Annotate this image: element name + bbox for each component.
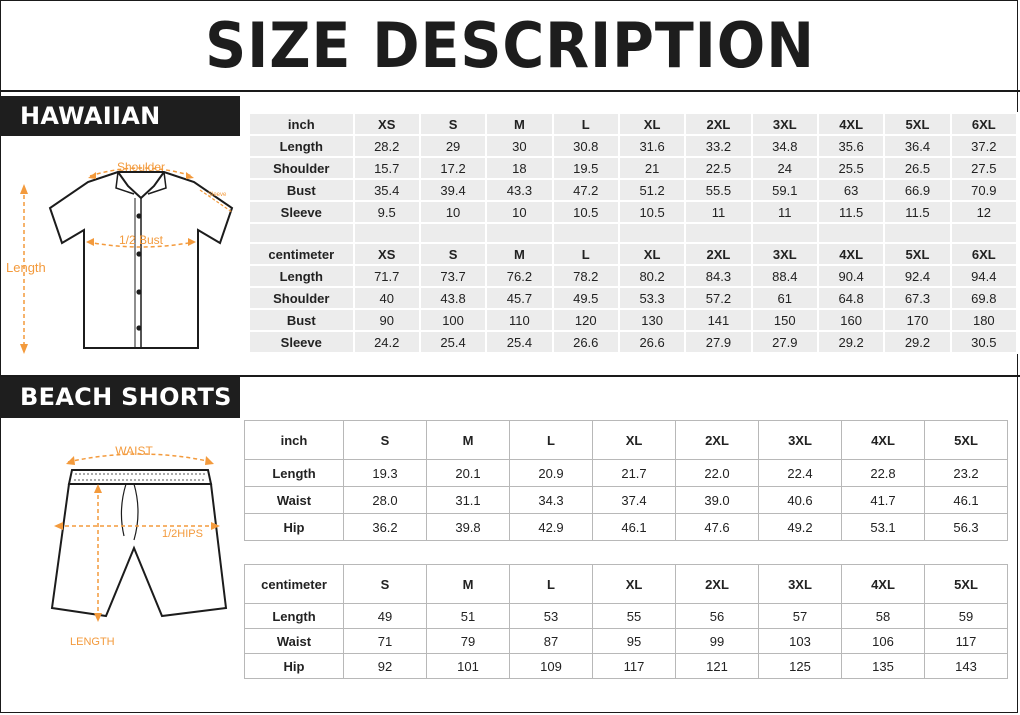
table-cell: 31.1 bbox=[427, 487, 510, 514]
table-cell: 47.2 bbox=[554, 180, 618, 200]
spacer-cell bbox=[620, 224, 684, 242]
table-cell: 21 bbox=[620, 158, 684, 178]
table-cell: 117 bbox=[925, 629, 1008, 654]
table-cell: 53 bbox=[510, 604, 593, 629]
table-header-cell: XL bbox=[593, 421, 676, 460]
table-cell: 170 bbox=[885, 310, 949, 330]
table-header-row bbox=[245, 565, 1008, 604]
table-cell: 80.2 bbox=[620, 266, 684, 286]
table-cell: 12 bbox=[952, 202, 1016, 222]
shorts-length-label: LENGTH bbox=[70, 636, 115, 648]
table-cell: 39.4 bbox=[421, 180, 485, 200]
table-row bbox=[245, 604, 1008, 629]
table-cell: 35.6 bbox=[819, 136, 883, 156]
table-header-cell: 3XL bbox=[759, 421, 842, 460]
table-header-row bbox=[245, 421, 1008, 460]
table-cell: 117 bbox=[593, 654, 676, 679]
table-row bbox=[245, 460, 1008, 487]
table-cell: 78.2 bbox=[554, 266, 618, 286]
table-cell: 56 bbox=[676, 604, 759, 629]
table-cell: 34.8 bbox=[753, 136, 817, 156]
spacer-cell bbox=[554, 224, 618, 242]
table-header-cell: L bbox=[510, 421, 593, 460]
table-cell: 28.0 bbox=[344, 487, 427, 514]
table-cell: 55.5 bbox=[686, 180, 750, 200]
table-header-cell: centimeter bbox=[245, 565, 344, 604]
table-cell: 57 bbox=[759, 604, 842, 629]
table-cell: 66.9 bbox=[885, 180, 949, 200]
table-cell: 30 bbox=[487, 136, 551, 156]
table-header-cell: 4XL bbox=[819, 114, 883, 134]
table-header-cell: M bbox=[487, 114, 551, 134]
table-row bbox=[245, 487, 1008, 514]
table-header-cell: S bbox=[421, 114, 485, 134]
table-spacer-row bbox=[250, 224, 1016, 242]
table-cell: 22.5 bbox=[686, 158, 750, 178]
table-header-cell: XL bbox=[593, 565, 676, 604]
row-label-cell: Sleeve bbox=[250, 332, 353, 352]
table-cell: 10.5 bbox=[554, 202, 618, 222]
table-header-cell: 4XL bbox=[842, 421, 925, 460]
table-header-cell: M bbox=[427, 421, 510, 460]
table-header-cell: 5XL bbox=[925, 421, 1008, 460]
table-row bbox=[250, 136, 1016, 156]
table-cell: 125 bbox=[759, 654, 842, 679]
table-cell: 63 bbox=[819, 180, 883, 200]
table-cell: 49.5 bbox=[554, 288, 618, 308]
table-row bbox=[250, 158, 1016, 178]
table-cell: 39.8 bbox=[427, 514, 510, 541]
table-cell: 90 bbox=[355, 310, 419, 330]
table-cell: 43.8 bbox=[421, 288, 485, 308]
table-header-cell: 5XL bbox=[925, 565, 1008, 604]
table-cell: 84.3 bbox=[686, 266, 750, 286]
table-header-cell: M bbox=[427, 565, 510, 604]
shorts-hips-label: 1/2HIPS bbox=[162, 528, 203, 540]
table-header-row bbox=[250, 244, 1016, 264]
table-cell: 46.1 bbox=[925, 487, 1008, 514]
shirt-illustration bbox=[0, 150, 245, 365]
shorts-waist-label: WAIST bbox=[115, 444, 153, 458]
table-header-cell: XS bbox=[355, 114, 419, 134]
table-cell: 67.3 bbox=[885, 288, 949, 308]
table-header-cell: 6XL bbox=[952, 244, 1016, 264]
table-cell: 70.9 bbox=[952, 180, 1016, 200]
row-label-cell: Hip bbox=[245, 654, 344, 679]
row-label-cell: Waist bbox=[245, 629, 344, 654]
table-cell: 34.3 bbox=[510, 487, 593, 514]
table-cell: 79 bbox=[427, 629, 510, 654]
table-cell: 25.5 bbox=[819, 158, 883, 178]
table-cell: 110 bbox=[487, 310, 551, 330]
table-row bbox=[245, 654, 1008, 679]
table-cell: 150 bbox=[753, 310, 817, 330]
table-header-cell: L bbox=[510, 565, 593, 604]
table-cell: 71.7 bbox=[355, 266, 419, 286]
table-cell: 71 bbox=[344, 629, 427, 654]
table-cell: 130 bbox=[620, 310, 684, 330]
table-cell: 9.5 bbox=[355, 202, 419, 222]
table-cell: 20.1 bbox=[427, 460, 510, 487]
table-header-cell: S bbox=[344, 565, 427, 604]
table-cell: 51 bbox=[427, 604, 510, 629]
table-header-row bbox=[250, 114, 1016, 134]
table-cell: 30.5 bbox=[952, 332, 1016, 352]
table-cell: 57.2 bbox=[686, 288, 750, 308]
table-header-cell: 2XL bbox=[676, 421, 759, 460]
table-cell: 33.2 bbox=[686, 136, 750, 156]
table-cell: 11.5 bbox=[885, 202, 949, 222]
spacer-cell bbox=[686, 224, 750, 242]
table-cell: 53.1 bbox=[842, 514, 925, 541]
table-cell: 103 bbox=[759, 629, 842, 654]
table-cell: 61 bbox=[753, 288, 817, 308]
table-cell: 51.2 bbox=[620, 180, 684, 200]
row-label-cell: Length bbox=[250, 136, 353, 156]
page-title: SIZE DESCRIPTION bbox=[205, 9, 815, 82]
spacer-cell bbox=[487, 224, 551, 242]
table-cell: 46.1 bbox=[593, 514, 676, 541]
table-cell: 99 bbox=[676, 629, 759, 654]
table-cell: 141 bbox=[686, 310, 750, 330]
table-cell: 101 bbox=[427, 654, 510, 679]
table-cell: 69.8 bbox=[952, 288, 1016, 308]
table-cell: 87 bbox=[510, 629, 593, 654]
table-cell: 90.4 bbox=[819, 266, 883, 286]
table-header-cell: M bbox=[487, 244, 551, 264]
table-cell: 49.2 bbox=[759, 514, 842, 541]
table-row bbox=[245, 629, 1008, 654]
table-cell: 35.4 bbox=[355, 180, 419, 200]
spacer-cell bbox=[421, 224, 485, 242]
table-cell: 88.4 bbox=[753, 266, 817, 286]
table-header-cell: centimeter bbox=[250, 244, 353, 264]
row-label-cell: Length bbox=[245, 460, 344, 487]
table-cell: 10 bbox=[421, 202, 485, 222]
table-header-cell: 6XL bbox=[952, 114, 1016, 134]
table-cell: 26.5 bbox=[885, 158, 949, 178]
table-cell: 22.4 bbox=[759, 460, 842, 487]
table-header-cell: 2XL bbox=[686, 114, 750, 134]
table-row bbox=[250, 310, 1016, 330]
table-cell: 92.4 bbox=[885, 266, 949, 286]
spacer-cell bbox=[250, 224, 353, 242]
table-cell: 29.2 bbox=[819, 332, 883, 352]
table-cell: 22.0 bbox=[676, 460, 759, 487]
table-cell: 10 bbox=[487, 202, 551, 222]
table-header-cell: 4XL bbox=[819, 244, 883, 264]
spacer-cell bbox=[355, 224, 419, 242]
shirt-section-label: HAWAIIAN SHIRT bbox=[0, 96, 240, 136]
table-cell: 95 bbox=[593, 629, 676, 654]
table-header-cell: 3XL bbox=[753, 244, 817, 264]
spacer-cell bbox=[952, 224, 1016, 242]
shirt-length-label: Length bbox=[6, 260, 46, 275]
table-row bbox=[250, 266, 1016, 286]
table-cell: 27.9 bbox=[753, 332, 817, 352]
table-header-cell: S bbox=[421, 244, 485, 264]
table-row bbox=[245, 514, 1008, 541]
table-cell: 37.4 bbox=[593, 487, 676, 514]
shorts-inch-table bbox=[244, 420, 1008, 541]
table-row bbox=[250, 332, 1016, 352]
table-row bbox=[250, 288, 1016, 308]
table-cell: 64.8 bbox=[819, 288, 883, 308]
table-cell: 45.7 bbox=[487, 288, 551, 308]
table-cell: 19.3 bbox=[344, 460, 427, 487]
table-header-cell: 3XL bbox=[753, 114, 817, 134]
table-cell: 26.6 bbox=[554, 332, 618, 352]
shirt-bust-label: 1/2 Bust bbox=[118, 233, 164, 247]
table-cell: 10.5 bbox=[620, 202, 684, 222]
table-cell: 100 bbox=[421, 310, 485, 330]
table-cell: 47.6 bbox=[676, 514, 759, 541]
row-label-cell: Sleeve bbox=[250, 202, 353, 222]
table-cell: 94.4 bbox=[952, 266, 1016, 286]
table-header-cell: inch bbox=[250, 114, 353, 134]
table-cell: 40 bbox=[355, 288, 419, 308]
table-cell: 120 bbox=[554, 310, 618, 330]
table-cell: 59.1 bbox=[753, 180, 817, 200]
table-cell: 29.2 bbox=[885, 332, 949, 352]
table-cell: 24.2 bbox=[355, 332, 419, 352]
table-cell: 180 bbox=[952, 310, 1016, 330]
shorts-section-label: BEACH SHORTS bbox=[0, 377, 240, 418]
table-header-cell: 4XL bbox=[842, 565, 925, 604]
table-header-cell: 5XL bbox=[885, 244, 949, 264]
table-cell: 42.9 bbox=[510, 514, 593, 541]
table-cell: 92 bbox=[344, 654, 427, 679]
table-cell: 29 bbox=[421, 136, 485, 156]
table-cell: 27.9 bbox=[686, 332, 750, 352]
table-cell: 18 bbox=[487, 158, 551, 178]
row-label-cell: Length bbox=[245, 604, 344, 629]
table-cell: 73.7 bbox=[421, 266, 485, 286]
table-cell: 56.3 bbox=[925, 514, 1008, 541]
shirt-size-table bbox=[248, 112, 1018, 354]
table-cell: 11 bbox=[753, 202, 817, 222]
table-cell: 11 bbox=[686, 202, 750, 222]
table-header-cell: L bbox=[554, 114, 618, 134]
table-row bbox=[250, 202, 1016, 222]
table-cell: 143 bbox=[925, 654, 1008, 679]
table-cell: 49 bbox=[344, 604, 427, 629]
table-cell: 160 bbox=[819, 310, 883, 330]
table-cell: 11.5 bbox=[819, 202, 883, 222]
spacer-cell bbox=[819, 224, 883, 242]
table-header-cell: 2XL bbox=[676, 565, 759, 604]
table-header-cell: XL bbox=[620, 114, 684, 134]
table-cell: 19.5 bbox=[554, 158, 618, 178]
table-cell: 109 bbox=[510, 654, 593, 679]
table-cell: 27.5 bbox=[952, 158, 1016, 178]
table-cell: 121 bbox=[676, 654, 759, 679]
table-cell: 31.6 bbox=[620, 136, 684, 156]
table-cell: 37.2 bbox=[952, 136, 1016, 156]
shorts-cm-table bbox=[244, 564, 1008, 679]
table-cell: 106 bbox=[842, 629, 925, 654]
table-cell: 28.2 bbox=[355, 136, 419, 156]
table-cell: 25.4 bbox=[421, 332, 485, 352]
table-cell: 21.7 bbox=[593, 460, 676, 487]
row-label-cell: Shoulder bbox=[250, 158, 353, 178]
row-label-cell: Waist bbox=[245, 487, 344, 514]
table-header-cell: 5XL bbox=[885, 114, 949, 134]
table-header-cell: XL bbox=[620, 244, 684, 264]
table-cell: 25.4 bbox=[487, 332, 551, 352]
shirt-sleeve-label: Sleeve bbox=[208, 192, 227, 198]
shorts-illustration bbox=[30, 440, 245, 655]
table-cell: 39.0 bbox=[676, 487, 759, 514]
table-cell: 36.4 bbox=[885, 136, 949, 156]
table-header-cell: inch bbox=[245, 421, 344, 460]
row-label-cell: Bust bbox=[250, 310, 353, 330]
table-header-cell: L bbox=[554, 244, 618, 264]
table-cell: 22.8 bbox=[842, 460, 925, 487]
table-cell: 40.6 bbox=[759, 487, 842, 514]
table-cell: 26.6 bbox=[620, 332, 684, 352]
table-cell: 43.3 bbox=[487, 180, 551, 200]
row-label-cell: Hip bbox=[245, 514, 344, 541]
table-cell: 76.2 bbox=[487, 266, 551, 286]
table-header-cell: 3XL bbox=[759, 565, 842, 604]
table-cell: 59 bbox=[925, 604, 1008, 629]
table-cell: 30.8 bbox=[554, 136, 618, 156]
table-cell: 23.2 bbox=[925, 460, 1008, 487]
table-cell: 135 bbox=[842, 654, 925, 679]
table-cell: 41.7 bbox=[842, 487, 925, 514]
table-cell: 24 bbox=[753, 158, 817, 178]
table-cell: 55 bbox=[593, 604, 676, 629]
row-label-cell: Shoulder bbox=[250, 288, 353, 308]
table-cell: 17.2 bbox=[421, 158, 485, 178]
table-cell: 36.2 bbox=[344, 514, 427, 541]
table-header-cell: S bbox=[344, 421, 427, 460]
table-cell: 58 bbox=[842, 604, 925, 629]
row-label-cell: Bust bbox=[250, 180, 353, 200]
table-header-cell: 2XL bbox=[686, 244, 750, 264]
table-cell: 20.9 bbox=[510, 460, 593, 487]
spacer-cell bbox=[753, 224, 817, 242]
table-header-cell: XS bbox=[355, 244, 419, 264]
table-row bbox=[250, 180, 1016, 200]
row-label-cell: Length bbox=[250, 266, 353, 286]
divider-top bbox=[0, 90, 1020, 92]
table-cell: 53.3 bbox=[620, 288, 684, 308]
table-cell: 15.7 bbox=[355, 158, 419, 178]
spacer-cell bbox=[885, 224, 949, 242]
shirt-shoulder-label: Shoulder bbox=[116, 160, 166, 174]
